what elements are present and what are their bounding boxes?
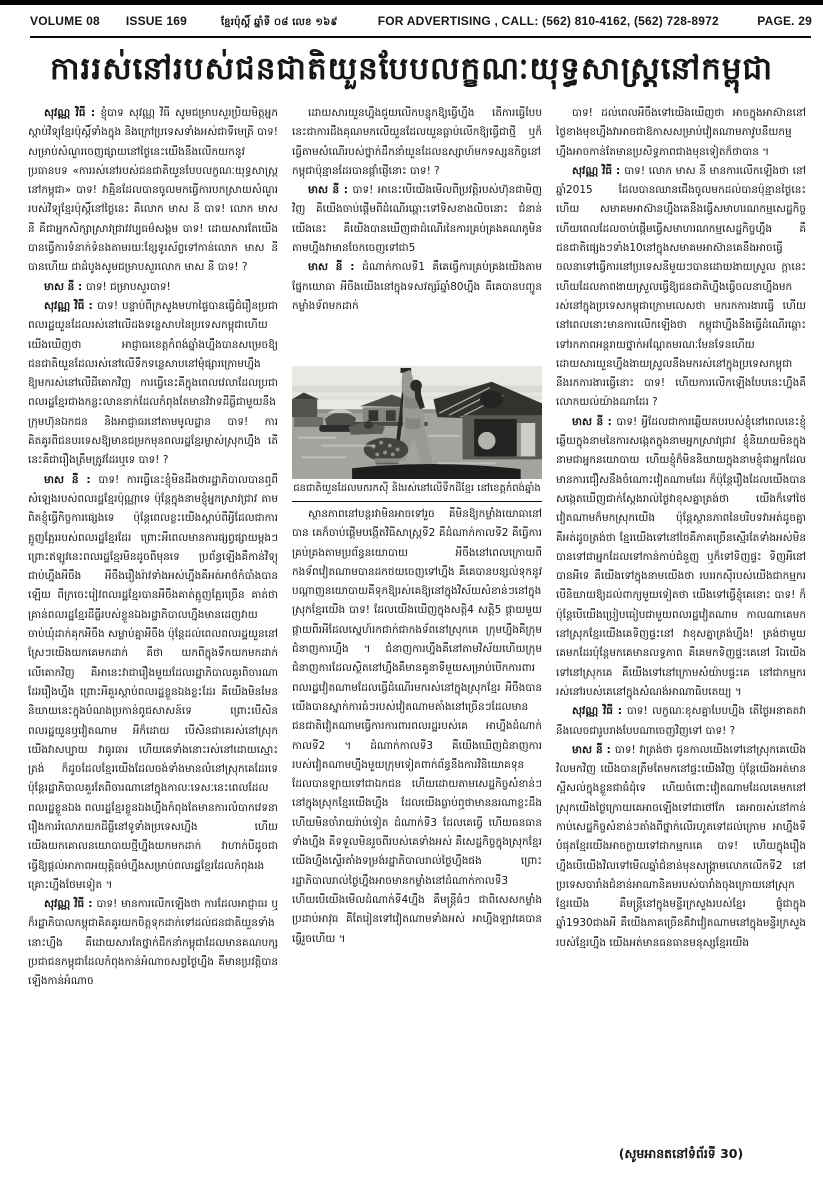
speaker-label: សុវណ្ណ វិធី : <box>572 705 627 718</box>
volume-label: VOLUME 08 <box>30 14 100 28</box>
masthead-khmer: ខ្មែរប៉ុស្ដិ៍ ឆ្នាំទី ០៨ លេខ ១៦៩ <box>221 17 338 28</box>
speaker-label: មាស នី : <box>44 280 86 293</box>
article-paragraph: មាស នី : បាទ! អានេះបើយើងមើលពីប្រវត្តិរបស់ហ៊ុនជាមិញ វិញ គឺយើងចាប់ផ្តើមពីដំណើរឆ្ពោះទៅទិសខាងលិចនោះ ជំនាន់យើងនេះ គឺយើងបានឃើញជាដំណើរនៃការគ្រប់គ្រងគណភូមិនតាមហ្នឹងវាមានចែកចេញទៅជា5 <box>292 184 542 255</box>
column-3 <box>556 104 806 1166</box>
article-paragraph: មាស នី : ដំណាក់កាលទី1 គឺគេធ្វើការគ្រប់គ្រងយើងតាមផ្នែកយោធា អីចឹងយើងនៅក្នុងទសវត្សរ៍ឆ្នាំ80ហ្នឹង គឺគេបានបញ្ជូនកម្លាំងទ័ពមកដាក់ <box>292 261 542 312</box>
speaker-label: មាស នី : <box>44 473 99 486</box>
column-2 <box>292 104 542 1166</box>
article-paragraph: បាទ! ដល់ពេលអីចឹងទៅយើងឃើញថា អាចក្នុងអាស៊ាននៅថ្ងៃខាងមុខហ្នឹងវាអាចជាឱកាសសម្រាប់វៀតណាមភាវូបនីយកម្មហ្នឹងអាចកាន់តែមានប្រសិទ្ធភាពជាងមុនទៀតក៏ថាបាន ។ <box>556 107 806 158</box>
article-paragraph: មាស នី : បាទ! ជម្រាបសួរបាទ! <box>44 280 171 293</box>
page-header <box>30 14 812 30</box>
article-paragraph: ស្ថានភាពនៅបន្តរវាមិនអាចទៅរួច គឺមិនឱ្យកម្លាំងយោធានៅបាន គេក៏ចាប់ផ្តើមបង្កើតវិធីសាស្ត្រទី2 គឺដំណាក់កាលទី2 គឺធ្វើការគ្រប់គ្រងតាមប្រព័ន្ធនយោបាយ អីចឹងនៅពេលក្រោយពីកងទ័ពវៀតណាមបានដកថយចេញទៅហ្នឹង គឺគេបានបន្សល់ទុកនូវបណ្តាញនយោបាយគឺទុកឱ្យរស់គេឱ្យនៅក្នុងវិស័យសំខាន់ៗនៅក្នុងស្រុកខ្មែរយើង បាទ! ដែលយើងឃើញក្នុងសត្តិ4 សត្តិ5 ផ្តាយមួយ ផ្តាយពីរអីដែលស្នេហ៍រកជាក់ជាកងទ័ពនៅស្រុកគេ ក្រុមហ្នឹងគឺក្រុមជំនាញការហ្នឹង ។ ជំនាញការហ្នឹងគឺនៅតាមវិស័យហើយក្រុមជំនាញការដែលស្ថិតនៅហ្នឹងគឺមានគូនាទីមួយសម្រាប់បើកការពារពលរដ្ឋវៀតណាមដែលធ្វើដំណើរមករស់នៅក្នុងស្រុកខ្មែរ អីចឹងបានយើងបានស្នាក់ការធំៗរបស់វៀតណាមតាំងនៅច្រើនៗដែលមានជនជាតិវៀតណាមធ្វើការការពារពលរដ្ឋរបស់គេ អាហ្នឹងដំណាក់កាលទី2 ។ ដំណាក់កាលទី3 គឺយើងឃើញជំនាញការរបស់វៀតណាមហ្នឹងមួយក្រុមទៀតពាក់ព័ន្ធនឹងការវិនិយោគទុនដែលបានឡាយទៅជាឯកជន ហើយដោយតាមសេដ្ឋកិច្ចសំខាន់ៗនៅក្នុងស្រុកខ្មែរយើងហ្នឹង ដែលយើងធ្លាប់ឮថាមាននរណាខ្លះដឹងហើយមិនចាំរាយរ៉ាប់ទៀត ដំណាក់ទី3 ដែលគេធ្វើ ហើយធនធានទាំងហ្នឹង គឺទទួលមិនរួចពីរបស់គេទាំងអស់ គឺសេដ្ឋកិច្ចក្នុងស្រុកខ្មែរយើងហ្នឹងស្ទើរតាំងទម្រង់រដ្ឋាភិបាលរាល់ថ្ងៃហ្នឹងផង ព្រោះរដ្ឋាភិបាលរាល់ថ្ងៃហ្នឹងអាចមានកម្លាំងនៅដំណាក់កាលទី3 ហើយបើយើងមើលដំណាក់ទី4ហ្នឹង គឺមន្ត្រីធំៗ ជាពិសេសកម្លាំងប្រដាប់អាវុធ គឺតែរៀនទៅវៀតណាមទាំងអស់ អាហ្នឹងឡាវគេបានធ្វើរួចហើយ ។ <box>292 508 542 945</box>
advertising-label: FOR ADVERTISING , CALL: (562) 810-4162, (562) 728-8972 <box>377 14 719 28</box>
article-paragraph: សុវណ្ណ វិធី : បាទ! មានការលើកឡើងថា ការដែលអាជ្ញាធរ ឬក៏រដ្ឋាភិបាលកម្ពុជាគិតគូរយកចិត្តទុកដាក់ទៅដល់ជនជាតិយួនទាំងនោះហ្នឹង គឺដោយសារតែថ្នាក់ដឹកនាំកម្ពុជាដែលមានគណបក្សប្រជាជនកម្ពុជាដែលកំពុងកាន់អំណាចសព្វថ្ងៃហ្នឹង គឺមានប្រវត្តិបានឡើងកាន់អំណាច <box>28 898 278 988</box>
column-2-top <box>292 104 542 364</box>
speaker-label: សុវណ្ណ វិធី : <box>44 299 98 312</box>
floating-village-photo <box>292 366 542 479</box>
article-paragraph: សុវណ្ណ វិធី : បាទ! លក្ខណៈខុសគ្នាបែបហ្នឹង តើថ្ងៃអនាគតវានឹងលេចជារូបរាងបែបណាចេញវិញទៅ បាទ! ? <box>556 705 806 737</box>
page-number: PAGE. 29 <box>757 14 812 28</box>
speaker-label: សុវណ្ណ វិធី : <box>44 107 101 119</box>
speaker-label: សុវណ្ណ វិធី : <box>44 898 97 911</box>
continued-notice: (សូមអានតនៅទំព័រទី 30) <box>618 1146 744 1161</box>
article-paragraph: សុវណ្ណ វិធី : ខ្ញុំបាទ សុវណ្ណ វិធី សូមជម្រាបសួរប្រិយមិត្តអ្នកស្តាប់វិទ្យុខ្មែរប៉ុស្ដិ៍ទាំងក្នុង និងក្រៅប្រទេសទាំងអស់ជាទីមេត្រី បាទ! សម្រាប់សំណួរចេញផ្សាយនៅថ្ងៃនេះយើងនឹងលើកយកនូវប្រធានបទ «ការរស់នៅរបស់ជនជាតិយួនបែបលក្ខណៈយុទ្ធសាស្ត្រនៅកម្ពុជា» បាទ! វាគ្មិនដែលបានចូលមកធ្វើការបកស្រាយសំណួររបស់វិទ្យុខ្មែរប៉ុស្ដិ៍នៅថ្ងៃនេះ គឺលោក មាស នី បាទ! លោក មាស នី គឺជាអ្នកសិក្សាស្រាវជ្រាវវប្បធម៌សង្គម បាទ! ដោយសារតែយើងបានធ្វើការទំនាក់ទំនងតាមរយៈខ្សែទូរស័ព្ទទៅកាន់លោក មាស នី បានហើយ ជាដំបូងសូមជម្រាបសួរលោក មាស នី បាទ! ? <box>28 107 278 274</box>
column-3-body <box>556 104 806 1144</box>
header-rule <box>30 36 811 38</box>
column-1 <box>28 104 278 1166</box>
issue-label: ISSUE 169 <box>125 14 187 28</box>
article-paragraph: សុវណ្ណ វិធី : បាទ! បន្ទាប់ពីក្រសួងមហាផ្ទៃបានធ្វើជំរឿនប្រជាពលរដ្ឋយួនដែលរស់នៅលើដងទន្លេសាបនៃប្រទេសកម្ពុជាហើយ យើងឃើញថា អាជ្ញាធរខេត្តកំពង់ឆ្នាំងហ្នឹងបានសម្រេចឱ្យជនជាតិយួនដែលរស់នៅលើទឹកទន្លេសាបនៅមុំផ្សារក្រោមហ្នឹងឱ្យមករស់នៅលើដីគោកវិញ ការធ្វើនេះគឺក្នុងពេលវេលាដែលប្រជាពលរដ្ឋខ្មែរជាងកន្លះលាននាក់ដែលកំពុងតែមានវិវាទដីធ្លីជាមួយនឹងក្រុមហ៊ុនឯកជន និងអាជ្ញាធរនៅតាមមូលដ្ឋាន បាទ! ការគិតគូរពីជនបរទេសឱ្យមានជម្រកមុនពលរដ្ឋខ្មែរម្ចាស់ស្រុកហ្នឹង តើនេះគឺជារឿងត្រឹមត្រូវដែរឬទេ បាទ! ? <box>28 299 278 467</box>
article-paragraph: ដោយសារយួនហ្នឹងជួយលើកបន្ទុកឱ្យធ្វើហ្នឹង តើការធ្វើបែបនេះជាការដឹងគុណមកលើយួនដែលយួនធ្លាប់លើកឱ្យធ្វើជាថ្មី ឬក៏ធ្វើតាមសំណើរបស់ថ្នាក់ដឹកនាំយួនដែលឧស្សាហ៍មកទស្សនកិច្ចនៅកម្ពុជាប៉ុន្មានដែរបានផ្តាំផ្ញើនោះ បាទ! ? <box>292 107 542 177</box>
speaker-label: សុវណ្ណ វិធី : <box>572 164 625 177</box>
top-rule <box>0 0 823 5</box>
caption-rule <box>292 501 542 502</box>
speaker-label: មាស នី : <box>308 261 363 274</box>
speaker-label: មាស នី : <box>572 415 617 428</box>
speaker-label: មាស នី : <box>308 184 353 197</box>
headline-text: ការរស់នៅរបស់ជនជាតិយួនបែបលក្ខណៈយុទ្ធសាស្ត្រនៅកម្ពុជា <box>49 50 774 87</box>
column-2-bottom <box>292 505 542 1166</box>
article-paragraph: មាស នី : បាទ! អ្វីដែលជាការឆ្លើយតបរបស់ខ្ញុំនៅពេលនេះខ្ញុំ ឆ្លើយក្នុងនាមនៃការសង្កេតក្នុងនាមអ្នកស្រាវជ្រាវ ខ្ញុំនិយាយមិនក្នុងនាមជាអ្នកនយោបាយ ហើយខ្ញុំក៏មិននិយាយក្នុងនាមខ្ញុំជាអ្នកដែលមានការជឿសនឹងចំណោះវៀតណាមដែរ ក៏ប៉ុន្តែរឿងដែលយើងបានសង្កេតឃើញជាក់ស្តែងរាល់ថ្ងៃវាខុសគ្នាត្រង់ថា យើងក៏ទៅថៃ វៀតណាមក៏មកស្រុកយើង ប៉ុន្តែស្ថានភាពនៃបរិបទវាអត់ដូចគ្នា គឺអត់ដូចត្រង់ថា ខ្មែរយើងទៅនៅថៃគឺភាគច្រើនស្មើរតែទាំងអស់មិនបានទៅជាអ្នកដែលទៅកាន់កាប់ជំនួញ ឬក៏ទៅទិញផ្ទះ ទិញអីនៅបានអីទេ គឺយើងទៅក្នុងនាមយើងថា របររកស៊ីរបស់យើងជាកម្មករ បើនិយាយឱ្យដល់ពាក្យមួយទៀតថា យើងទៅធ្វើខ្ញុំគេនោះ បាទ! ក៏ប៉ុន្តែបើយើងប្រៀបធៀបជាមួយពលរដ្ឋវៀតណាម កាលណាគេមកនៅស្រុកខ្មែរយើងគេទិញផ្ទះនៅ វាខុសគ្នាត្រង់ហ្នឹង! ត្រង់ថាមួយគេមកដែរប៉ុន្តែមកគេមានលទ្ធភាព គឺគេមកទិញផ្ទះគេនៅ រីឯយើងទៅនៅស្រុកគេ គឺយើងទៅនៅក្រោមសំយ៉ាបផ្ទះគេ នៅជាកម្មករ រស់នៅរបស់គេនៅក្នុងសំណង់អាណាធិបតេយ្យ ។ <box>556 415 806 698</box>
headline <box>0 44 823 100</box>
article-paragraph: មាស នី : បាទ! វាត្រង់ថា ជូនកាលយើងទៅនៅស្រុកគេយើងវិលមកវិញ យើងបានត្រឹមតែមកនៅផ្ទះយើងវិញ ប៉ុន្តែយើងអត់មានស្អីសល់ក្នុងខ្លួនជាធំដុំទេ ហើយចំពោះវៀតណាមដែលគេមកនៅស្រុកយើងថ្ងៃក្រោយគេអាចឡើងទៅជាថៅកែ គេអាចរស់នៅកាន់កាប់សេដ្ឋកិច្ចសំខាន់ៗតាំងពីថ្នាក់លើរហូតទៅដល់ក្រោម អាហ្នឹងទីបំផុតខ្មែរយើងអាចក្លាយទៅជាកម្មករគេ បាទ! ហើយក្នុងរឿងហ្នឹងបើយើងវិលទៅមើលឆ្នាំជំនាន់មុនសង្គ្រាមលោកលើកទី2 នៅប្រទេសបារាំងជំនាន់អាណានិគមរបស់បារាំងចុងក្រោយនៅស្រុកខ្មែរយើង គឺមន្ត្រីនៅក្នុងមន្ទីរក្រសួងរបស់ខ្មែរ ផ្ទុំជាក្នុងឆ្នាំ1930ជាងអី គឺយើងភាគច្រើនគឺវាវៀតណាមនៅក្នុងមន្ទីរក្រសួងរបស់ខ្មែរហ្នឹង យើងអត់មានធនធានមនុស្សខ្មែរយើង <box>556 743 806 949</box>
speaker-label: មាស នី : <box>572 743 615 756</box>
photo-caption: ជនជាតិយួនដែលមករកស៊ី និងរស់នៅលើទឹកដីខ្មែរ នៅខេត្តកំពង់ឆ្នាំង <box>293 483 541 494</box>
article-photo-figure <box>292 366 542 505</box>
article-columns <box>28 104 810 1166</box>
article-paragraph: សុវណ្ណ វិធី : បាទ! លោក មាស នី មានការលើកឡើងថា នៅឆ្នាំ2015 ដែលបានឈានជើងចូលមកដល់បានប៉ុន្មានថ្ងៃនេះហើយ សមាគមអាស៊ានហ្នឹងគេនឹងធ្វើសមាហរណកម្មសេដ្ឋកិច្ច ហើយពេលដែលចាប់ផ្តើមធ្វើសមាហរណកម្មសេដ្ឋកិច្ចហ្នឹង គឺជនជាតិផ្សេងៗទាំង10នៅក្នុងសមាគមអាស៊ានគេនឹងអាចធ្វើចលនាទៅធ្វើការនៅប្រទេសនីមួយៗបានដោយងាយស្រួល ក្តានេះហើយដែលភាពងាយស្រួលធ្វើឱ្យជនជាតិហ្នឹងធ្វើចលនាហ្នឹងមករស់នៅក្នុងប្រទេសកម្ពុជាក្រោមលេសថា មករកការងារធ្វើ ហើយនៅពេលនោះមានការលើកឡើងថា កម្ពុជាហ្នឹងនឹងធ្វើដំណើរឆ្ពោះទៅរកភាពអន្តរាយថ្នាក់អណ្តែតមរណៈមែនទែនហើយ ដោយសារយួនហ្នឹងងាយស្រួលនឹងមករស់នៅក្នុងប្រទេសកម្ពុជានឹងរកការងារធ្វើនោះ បាទ! ហើយការលើកឡើងបែបនេះហ្នឹងគឺលោកយល់យ៉ាងណាដែរ ? <box>556 164 806 409</box>
article-paragraph: មាស នី : បាទ! ការធ្វើនេះខ្ញុំមិនដឹងថារដ្ឋាភិបាលបានឮពីសំឡេងរបស់ពលរដ្ឋខ្មែរប៉ុណ្ណាទេ ប៉ុន្តែក្នុងនាមខ្ញុំអ្នកស្រាវជ្រាវ តាមពិតខ្ញុំធ្វើកិច្ចការផ្សេងទេ ប៉ុន្តែពេលខ្លះយើងស្តាប់ពីអ្វីដែលជាការត្អូញត្អែររបស់ពលរដ្ឋខ្មែរដែរ ព្រោះអីពេលមានការផ្សព្វផ្សាយម្តងៗ ព្រោះឥឡូវនេះពលរដ្ឋខ្មែរមិនដូចពីមុនទេ ប្រព័ន្ធឡើងគឺកាន់វិទ្យុជាប់ហ្នឹងអីចឹង អីចឹងរឿងរ៉ាវទាំងអស់ហ្នឹងគឺអត់អាថ៌កំបាំងបានឡើយ ពីក្រចេះរៀវពលរដ្ឋខ្មែរបានអីចឹងគាត់ត្អូញត្អែរច្រើន គាត់ថា គ្រាន់ពលរដ្ឋខ្មែរដីធ្លីរបស់ខ្លួនឯងរដ្ឋាភិបាលហ្នឹងមានដេញវាយចាប់ឃុំដាក់គុកអីចឹង សម្លាប់គ្នាអីចឹង ប៉ុន្តែដល់ពេលពលរដ្ឋយួននៅស្រែៗយើងយកគេមកដាក់ គឺថា យកពីក្នុងទឹកយកមកដាក់លើគោកវិញ គឺអានេះវាជារឿងមួយដែលរដ្ឋាភិបាលគួរពិចារណាដែររឿងហ្នឹង ព្រោះអីគួរស្តាប់ពលរដ្ឋខ្លួនឯងខ្លះដែរ គឺយើងមិនមែននិយាយនេះក្នុងបំណងប្រកាន់ពូជសាសន៍ទេ ព្រោះបើសិនពលរដ្ឋយួនឬវៀតណាម អីក៏ដោយ បើសិនជាគេរស់នៅស្រុកយើងវាសប្បាយ វាធូរធារ ហើយគេទាំងនោះរស់នៅដោយស្មោះត្រង់ ក៏ដូចដែលខ្មែរយើងដែលចង់ទាំងមានលំនៅស្រុកគេដែរទេ ប៉ុន្តែរដ្ឋាភិបាលគួរតែពិចារណានៅក្នុងកាលៈទេសៈនេះពេលដែលពលរដ្ឋខ្លួនឯង ពលរដ្ឋខ្មែរខ្លួនឯងហ្នឹងកំពុងតែមានការលំបាកវេទនារឿងការរំលោភយកដីធ្លីនៅទូទាំងប្រទេសហ្នឹង ហើយយើងយកគោលនយោបាយថ្មីហ្នឹងយកមកដាក់ វាហាក់បីដូចជាធ្វើឱ្យផ្តល់អាភាពអយុត្តិធម៌ហ្នឹងសម្រាប់ពលរដ្ឋខ្មែរដែលកំពុងរងគ្រោះហ្នឹងថែមទៀត ។ <box>28 473 278 891</box>
